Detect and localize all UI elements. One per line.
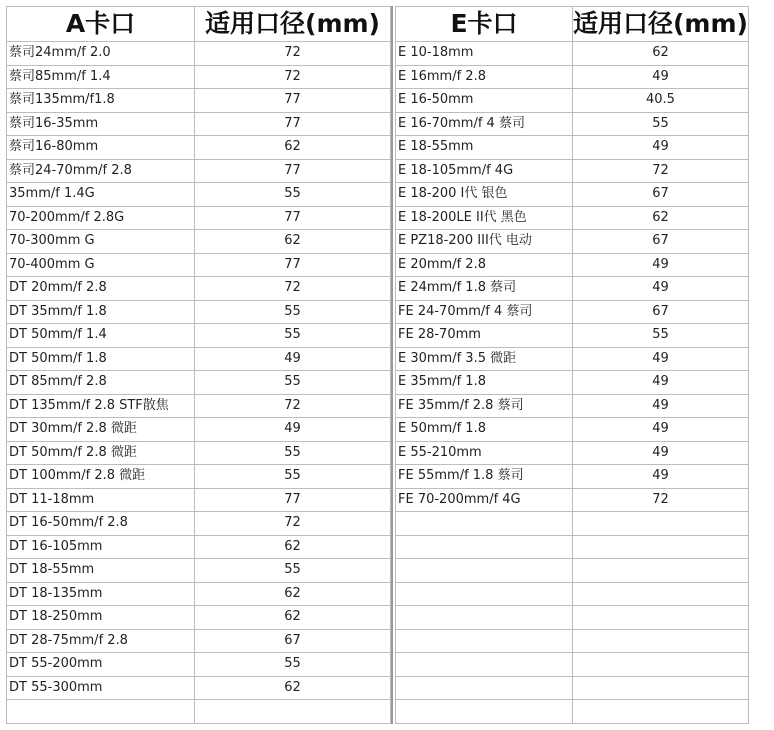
e-mount-table-row — [396, 253, 749, 277]
e-mount-filter-diameter — [573, 512, 749, 536]
a-mount-filter-diameter: 72 — [195, 277, 391, 301]
e-mount-lens-name: E 16-70mm/f 4 蔡司 — [396, 112, 573, 136]
e-mount-table-row — [396, 582, 749, 606]
a-mount-lens-name: DT 28-75mm/f 2.8 — [7, 629, 195, 653]
a-mount-filter-diameter: 55 — [195, 559, 391, 583]
a-mount-lens-name: 蔡司16-80mm — [7, 136, 195, 160]
a-mount-lens-name: DT 18-250mm — [7, 606, 195, 630]
a-mount-rows — [7, 42, 391, 724]
a-mount-filter-diameter: 77 — [195, 159, 391, 183]
a-mount-lens-name: 35mm/f 1.4G — [7, 183, 195, 207]
e-mount-filter-diameter: 67 — [573, 183, 749, 207]
e-mount-lens-name: FE 28-70mm — [396, 324, 573, 348]
a-mount-lens-name: DT 135mm/f 2.8 STF散焦 — [7, 394, 195, 418]
e-mount-lens-name: E 18-200LE II代 黑色 — [396, 206, 573, 230]
e-mount-lens-name — [396, 535, 573, 559]
a-mount-filter-diameter: 62 — [195, 582, 391, 606]
e-mount-table-row — [396, 441, 749, 465]
e-mount-lens-name — [396, 629, 573, 653]
a-mount-filter-diameter: 72 — [195, 65, 391, 89]
a-mount-table-row — [7, 253, 391, 277]
a-mount-lens-name: DT 18-135mm — [7, 582, 195, 606]
table-divider — [391, 6, 393, 724]
e-mount-table-row — [396, 230, 749, 254]
e-mount-rows — [396, 42, 749, 724]
a-mount-table — [6, 6, 391, 724]
a-mount-table-row — [7, 465, 391, 489]
a-mount-filter-diameter: 77 — [195, 206, 391, 230]
a-mount-lens-name: 蔡司85mm/f 1.4 — [7, 65, 195, 89]
e-mount-header-row — [396, 7, 749, 42]
e-mount-lens-name: FE 70-200mm/f 4G — [396, 488, 573, 512]
a-mount-lens-name: DT 11-18mm — [7, 488, 195, 512]
e-mount-filter-diameter: 49 — [573, 65, 749, 89]
e-mount-table-row — [396, 653, 749, 677]
a-mount-filter-diameter: 62 — [195, 676, 391, 700]
a-mount-filter-diameter: 55 — [195, 653, 391, 677]
e-mount-lens-name — [396, 582, 573, 606]
a-mount-filter-diameter: 77 — [195, 488, 391, 512]
a-mount-table-row — [7, 441, 391, 465]
a-mount-filter-diameter: 72 — [195, 512, 391, 536]
a-mount-header-value: 适用口径(mm) — [195, 7, 391, 42]
a-mount-table-row — [7, 277, 391, 301]
a-mount-table-row — [7, 488, 391, 512]
e-mount-lens-name — [396, 676, 573, 700]
a-mount-lens-name: DT 16-50mm/f 2.8 — [7, 512, 195, 536]
a-mount-filter-diameter: 72 — [195, 42, 391, 66]
a-mount-table-row — [7, 700, 391, 724]
e-mount-filter-diameter: 72 — [573, 488, 749, 512]
e-mount-lens-name: E 16mm/f 2.8 — [396, 65, 573, 89]
a-mount-table-row — [7, 559, 391, 583]
a-mount-filter-diameter: 55 — [195, 183, 391, 207]
e-mount-filter-diameter: 49 — [573, 394, 749, 418]
e-mount-lens-name: E 30mm/f 3.5 微距 — [396, 347, 573, 371]
e-mount-lens-name — [396, 512, 573, 536]
a-mount-table-row — [7, 676, 391, 700]
a-mount-lens-name: 蔡司135mm/f1.8 — [7, 89, 195, 113]
a-mount-table-row — [7, 394, 391, 418]
a-mount-filter-diameter: 77 — [195, 253, 391, 277]
a-mount-lens-name: DT 50mm/f 2.8 微距 — [7, 441, 195, 465]
a-mount-lens-name: DT 55-200mm — [7, 653, 195, 677]
e-mount-table-row — [396, 394, 749, 418]
a-mount-filter-diameter: 49 — [195, 418, 391, 442]
e-mount-lens-name: E 50mm/f 1.8 — [396, 418, 573, 442]
e-mount-table-row — [396, 465, 749, 489]
a-mount-header-row — [7, 7, 391, 42]
e-mount-filter-diameter: 67 — [573, 230, 749, 254]
a-mount-lens-name: DT 50mm/f 1.4 — [7, 324, 195, 348]
e-mount-table-row — [396, 559, 749, 583]
e-mount-lens-name: E 10-18mm — [396, 42, 573, 66]
e-mount-table-row — [396, 488, 749, 512]
a-mount-filter-diameter: 55 — [195, 324, 391, 348]
e-mount-table-row — [396, 535, 749, 559]
e-mount-table-row — [396, 324, 749, 348]
a-mount-lens-name: DT 35mm/f 1.8 — [7, 300, 195, 324]
a-mount-lens-name: 蔡司24mm/f 2.0 — [7, 42, 195, 66]
e-mount-filter-diameter: 49 — [573, 253, 749, 277]
a-mount-lens-name: DT 16-105mm — [7, 535, 195, 559]
e-mount-lens-name: E 18-200 I代 银色 — [396, 183, 573, 207]
e-mount-lens-name: E 55-210mm — [396, 441, 573, 465]
a-mount-table-row — [7, 159, 391, 183]
a-mount-table-row — [7, 629, 391, 653]
e-mount-table-row — [396, 206, 749, 230]
a-mount-lens-name: 蔡司24-70mm/f 2.8 — [7, 159, 195, 183]
a-mount-lens-name: DT 50mm/f 1.8 — [7, 347, 195, 371]
e-mount-filter-diameter: 67 — [573, 300, 749, 324]
a-mount-table-row — [7, 418, 391, 442]
a-mount-table-row — [7, 535, 391, 559]
e-mount-filter-diameter: 49 — [573, 277, 749, 301]
e-mount-lens-name: E 18-105mm/f 4G — [396, 159, 573, 183]
e-mount-filter-diameter: 49 — [573, 136, 749, 160]
e-mount-table-row — [396, 159, 749, 183]
a-mount-lens-name: DT 85mm/f 2.8 — [7, 371, 195, 395]
a-mount-filter-diameter: 62 — [195, 230, 391, 254]
a-mount-filter-diameter — [195, 700, 391, 724]
e-mount-table-row — [396, 418, 749, 442]
e-mount-lens-name: E 18-55mm — [396, 136, 573, 160]
e-mount-filter-diameter — [573, 535, 749, 559]
e-mount-filter-diameter: 40.5 — [573, 89, 749, 113]
a-mount-filter-diameter: 77 — [195, 112, 391, 136]
a-mount-filter-diameter: 62 — [195, 535, 391, 559]
a-mount-table-row — [7, 300, 391, 324]
e-mount-lens-name: FE 35mm/f 2.8 蔡司 — [396, 394, 573, 418]
e-mount-filter-diameter: 49 — [573, 347, 749, 371]
a-mount-lens-name: 70-300mm G — [7, 230, 195, 254]
a-mount-lens-name — [7, 700, 195, 724]
a-mount-lens-name: DT 55-300mm — [7, 676, 195, 700]
a-mount-table-row — [7, 324, 391, 348]
e-mount-table-row — [396, 676, 749, 700]
a-mount-lens-name: DT 20mm/f 2.8 — [7, 277, 195, 301]
e-mount-lens-name: E PZ18-200 III代 电动 — [396, 230, 573, 254]
e-mount-lens-name — [396, 653, 573, 677]
a-mount-lens-name: 70-400mm G — [7, 253, 195, 277]
e-mount-table-row — [396, 300, 749, 324]
e-mount-filter-diameter: 49 — [573, 441, 749, 465]
e-mount-filter-diameter: 49 — [573, 371, 749, 395]
e-mount-header-value: 适用口径(mm) — [573, 7, 749, 42]
e-mount-lens-name — [396, 606, 573, 630]
e-mount-filter-diameter: 55 — [573, 324, 749, 348]
e-mount-table-row — [396, 277, 749, 301]
e-mount-lens-name: E 35mm/f 1.8 — [396, 371, 573, 395]
a-mount-table-row — [7, 42, 391, 66]
e-mount-filter-diameter: 62 — [573, 42, 749, 66]
a-mount-table-row — [7, 606, 391, 630]
a-mount-filter-diameter: 55 — [195, 465, 391, 489]
a-mount-lens-name: DT 18-55mm — [7, 559, 195, 583]
a-mount-table-row — [7, 653, 391, 677]
e-mount-filter-diameter — [573, 653, 749, 677]
e-mount-table-row — [396, 183, 749, 207]
e-mount-lens-name: E 16-50mm — [396, 89, 573, 113]
e-mount-lens-name: FE 24-70mm/f 4 蔡司 — [396, 300, 573, 324]
e-mount-table-row — [396, 65, 749, 89]
a-mount-filter-diameter: 67 — [195, 629, 391, 653]
a-mount-table-row — [7, 206, 391, 230]
e-mount-filter-diameter: 49 — [573, 465, 749, 489]
e-mount-filter-diameter — [573, 700, 749, 724]
e-mount-table-row — [396, 629, 749, 653]
a-mount-filter-diameter: 62 — [195, 136, 391, 160]
a-mount-table-row — [7, 371, 391, 395]
e-mount-lens-name: FE 55mm/f 1.8 蔡司 — [396, 465, 573, 489]
a-mount-table-row — [7, 89, 391, 113]
e-mount-filter-diameter — [573, 676, 749, 700]
e-mount-table-row — [396, 512, 749, 536]
a-mount-table-row — [7, 65, 391, 89]
a-mount-table-row — [7, 183, 391, 207]
a-mount-filter-diameter: 55 — [195, 300, 391, 324]
a-mount-table-row — [7, 512, 391, 536]
e-mount-table-row — [396, 89, 749, 113]
e-mount-table-row — [396, 347, 749, 371]
e-mount-lens-name — [396, 559, 573, 583]
e-mount-table-row — [396, 700, 749, 724]
a-mount-table-row — [7, 582, 391, 606]
e-mount-table-row — [396, 606, 749, 630]
e-mount-filter-diameter: 55 — [573, 112, 749, 136]
e-mount-table-row — [396, 136, 749, 160]
a-mount-table-row — [7, 136, 391, 160]
a-mount-filter-diameter: 49 — [195, 347, 391, 371]
e-mount-table — [395, 6, 749, 724]
a-mount-filter-diameter: 62 — [195, 606, 391, 630]
e-mount-filter-diameter — [573, 559, 749, 583]
e-mount-lens-name: E 24mm/f 1.8 蔡司 — [396, 277, 573, 301]
e-mount-table-row — [396, 112, 749, 136]
a-mount-filter-diameter: 55 — [195, 371, 391, 395]
e-mount-filter-diameter: 49 — [573, 418, 749, 442]
e-mount-table-row — [396, 371, 749, 395]
e-mount-header-name: E卡口 — [396, 7, 573, 42]
e-mount-table-row — [396, 42, 749, 66]
e-mount-filter-diameter — [573, 629, 749, 653]
a-mount-table-row — [7, 112, 391, 136]
a-mount-table-row — [7, 230, 391, 254]
e-mount-filter-diameter: 72 — [573, 159, 749, 183]
a-mount-filter-diameter: 72 — [195, 394, 391, 418]
a-mount-lens-name: 蔡司16-35mm — [7, 112, 195, 136]
e-mount-filter-diameter: 62 — [573, 206, 749, 230]
a-mount-lens-name: DT 30mm/f 2.8 微距 — [7, 418, 195, 442]
e-mount-filter-diameter — [573, 606, 749, 630]
a-mount-filter-diameter: 77 — [195, 89, 391, 113]
a-mount-table-row — [7, 347, 391, 371]
e-mount-lens-name — [396, 700, 573, 724]
e-mount-filter-diameter — [573, 582, 749, 606]
a-mount-lens-name: 70-200mm/f 2.8G — [7, 206, 195, 230]
a-mount-header-name: A卡口 — [7, 7, 195, 42]
a-mount-lens-name: DT 100mm/f 2.8 微距 — [7, 465, 195, 489]
e-mount-lens-name: E 20mm/f 2.8 — [396, 253, 573, 277]
a-mount-filter-diameter: 55 — [195, 441, 391, 465]
